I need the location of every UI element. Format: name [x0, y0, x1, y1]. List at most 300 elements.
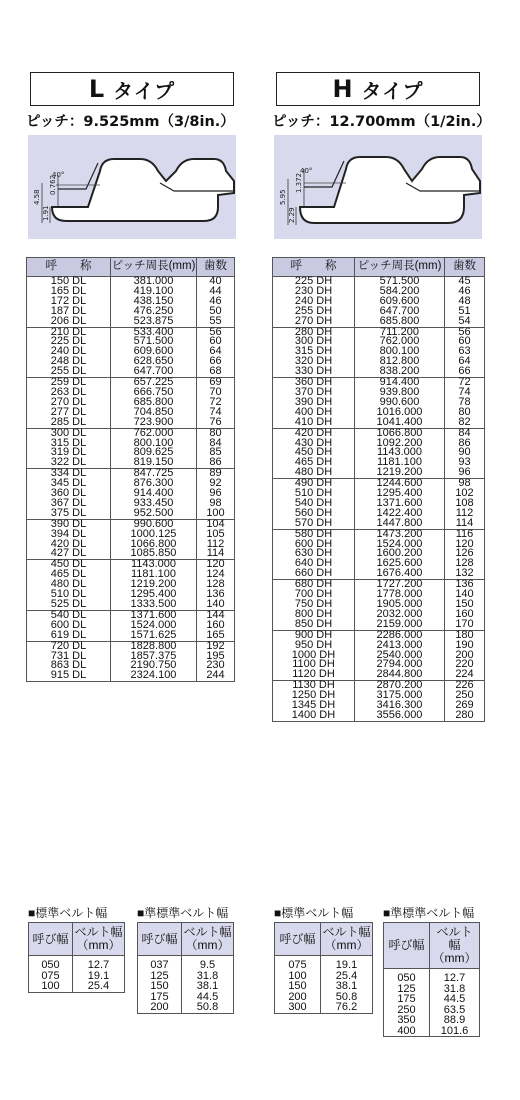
- belt-designation: 560 DH: [273, 509, 355, 519]
- pitch-length: 2032.000: [355, 610, 445, 620]
- teeth-count: 51: [445, 307, 485, 317]
- belt-designation: 1100 DH: [273, 660, 355, 670]
- teeth-count: 160: [445, 610, 485, 620]
- dim-thickness: 1.372: [295, 172, 303, 193]
- header-nominal-width: 呼び幅: [138, 923, 182, 956]
- pitch-length: 800.100: [355, 347, 445, 357]
- pitch-length: 609.600: [355, 297, 445, 307]
- l-type-pitch: ピッチ：9.525mm（3/8in.）: [26, 114, 235, 130]
- pitch-length: 1371.600: [111, 610, 197, 620]
- dim-tooth: 1.91: [42, 205, 50, 221]
- teeth-count: 66: [197, 357, 235, 367]
- belt-designation: 900 DH: [273, 630, 355, 640]
- table-row: [275, 981, 373, 992]
- belt-designation: 240 DL: [27, 347, 111, 357]
- belt-designation: 334 DL: [27, 469, 111, 479]
- pitch-length: 2540.000: [355, 651, 445, 661]
- teeth-count: 68: [197, 367, 235, 377]
- h-standard-width-title: ■標準ベルト幅: [274, 906, 354, 920]
- belt-designation: 863 DL: [27, 661, 111, 671]
- belt-designation: 206 DL: [27, 317, 111, 327]
- teeth-count: 74: [445, 388, 485, 398]
- belt-designation: 465 DL: [27, 570, 111, 580]
- belt-designation: 285 DL: [27, 418, 111, 428]
- belt-designation: 950 DH: [273, 641, 355, 651]
- belt-designation: 800 DH: [273, 610, 355, 620]
- pitch-length: 723.900: [111, 418, 197, 428]
- pitch-length: 711.200: [355, 327, 445, 337]
- teeth-count: 104: [197, 519, 235, 529]
- pitch-length: 381.000: [111, 277, 197, 287]
- teeth-count: 54: [445, 317, 485, 327]
- header-nominal-width: 呼び幅: [384, 923, 430, 969]
- belt-designation: 225 DH: [273, 277, 355, 287]
- pitch-length: 523.875: [111, 317, 197, 327]
- teeth-count: 200: [445, 651, 485, 661]
- teeth-count: 84: [445, 428, 485, 438]
- pitch-length: 800.100: [111, 439, 197, 449]
- teeth-count: 112: [197, 540, 235, 550]
- table-row: [384, 1015, 480, 1026]
- belt-designation: 427 DL: [27, 549, 111, 559]
- belt-designation: 660 DH: [273, 569, 355, 579]
- belt-designation: 480 DL: [27, 580, 111, 590]
- pitch-length: 939.800: [355, 388, 445, 398]
- pitch-length: 1000.125: [111, 530, 197, 540]
- belt-designation: 600 DH: [273, 540, 355, 550]
- table-row: [138, 1002, 234, 1013]
- belt-designation: 270 DL: [27, 398, 111, 408]
- belt-designation: 600 DL: [27, 621, 111, 631]
- table-row: [138, 956, 234, 971]
- nominal-width: 300: [275, 1002, 321, 1013]
- belt-designation: 330 DH: [273, 367, 355, 377]
- dim-total: 4.58: [33, 189, 41, 205]
- teeth-count: 93: [445, 458, 485, 468]
- pitch-length: 3175.000: [355, 691, 445, 701]
- pitch-length: 647.700: [111, 367, 197, 377]
- belt-designation: 225 DL: [27, 337, 111, 347]
- belt-designation: 1000 DH: [273, 651, 355, 661]
- header-belt-width: ベルト幅 （mm）: [430, 923, 480, 969]
- teeth-count: 55: [197, 317, 235, 327]
- belt-designation: 619 DL: [27, 631, 111, 641]
- belt-designation: 300 DL: [27, 428, 111, 438]
- pitch-length: 476.250: [111, 307, 197, 317]
- belt-designation: 263 DL: [27, 388, 111, 398]
- belt-designation: 420 DL: [27, 540, 111, 550]
- pitch-length: 1066.800: [111, 540, 197, 550]
- belt-designation: 630 DH: [273, 549, 355, 559]
- teeth-count: 224: [445, 670, 485, 680]
- teeth-count: 120: [197, 560, 235, 570]
- teeth-count: 144: [197, 610, 235, 620]
- teeth-count: 48: [445, 297, 485, 307]
- nominal-width: 175: [384, 994, 430, 1005]
- pitch-length: 2159.000: [355, 620, 445, 630]
- belt-designation: 850 DH: [273, 620, 355, 630]
- teeth-count: 90: [445, 448, 485, 458]
- belt-designation: 360 DL: [27, 489, 111, 499]
- nominal-width: 400: [384, 1026, 430, 1037]
- belt-designation: 510 DL: [27, 590, 111, 600]
- l-standard-width-title: ■標準ベルト幅: [28, 906, 108, 920]
- belt-designation: 580 DH: [273, 529, 355, 539]
- teeth-count: 76: [197, 418, 235, 428]
- belt-designation: 640 DH: [273, 559, 355, 569]
- pitch-length: 1219.200: [355, 468, 445, 478]
- teeth-count: 128: [445, 559, 485, 569]
- table-row: [384, 994, 480, 1005]
- belt-designation: 570 DH: [273, 519, 355, 529]
- pitch-length: 1085.850: [111, 549, 197, 559]
- teeth-count: 120: [445, 540, 485, 550]
- belt-designation: 300 DH: [273, 337, 355, 347]
- teeth-count: 72: [445, 378, 485, 388]
- belt-designation: 390 DL: [27, 519, 111, 529]
- belt-designation: 255 DH: [273, 307, 355, 317]
- teeth-count: 45: [445, 277, 485, 287]
- teeth-count: 40: [197, 277, 235, 287]
- belt-designation: 315 DL: [27, 439, 111, 449]
- belt-designation: 450 DH: [273, 448, 355, 458]
- teeth-count: 50: [197, 307, 235, 317]
- nominal-width: 150: [138, 981, 182, 992]
- pitch-length: 1143.000: [355, 448, 445, 458]
- teeth-count: 244: [197, 671, 235, 681]
- pitch-length: 1727.200: [355, 580, 445, 590]
- teeth-count: 56: [197, 327, 235, 337]
- pitch-length: 571.500: [111, 337, 197, 347]
- nominal-width: 200: [138, 1002, 182, 1013]
- belt-designation: 255 DL: [27, 367, 111, 377]
- belt-designation: 450 DL: [27, 560, 111, 570]
- l-type-title: [30, 72, 234, 106]
- h-belt-profile-diagram: [274, 135, 482, 239]
- belt-designation: 525 DL: [27, 600, 111, 610]
- teeth-count: 112: [445, 509, 485, 519]
- belt-designation: 480 DH: [273, 468, 355, 478]
- pitch-length: 762.000: [355, 337, 445, 347]
- belt-designation: 700 DH: [273, 590, 355, 600]
- belt-width: 12.7: [73, 956, 125, 971]
- belt-designation: 1250 DH: [273, 691, 355, 701]
- teeth-count: 230: [197, 661, 235, 671]
- nominal-width: 350: [384, 1015, 430, 1026]
- pitch-length: 1016.000: [355, 408, 445, 418]
- teeth-count: 226: [445, 681, 485, 691]
- belt-width: 38.1: [321, 981, 373, 992]
- teeth-count: 86: [445, 439, 485, 449]
- header-name: 呼 称: [273, 258, 355, 277]
- pitch-length: 1600.200: [355, 549, 445, 559]
- teeth-count: 64: [197, 347, 235, 357]
- pitch-length: 1571.625: [111, 631, 197, 641]
- belt-width: 25.4: [73, 981, 125, 992]
- pitch-length: 1524.000: [355, 540, 445, 550]
- belt-designation: 430 DH: [273, 439, 355, 449]
- l-semi-standard-width-table: [137, 922, 234, 1014]
- nominal-width: 100: [275, 971, 321, 982]
- l-standard-width-table: [28, 922, 125, 993]
- pitch-length: 666.750: [111, 388, 197, 398]
- pitch-length: 1625.600: [355, 559, 445, 569]
- h-standard-width-table: [274, 922, 373, 1014]
- teeth-count: 250: [445, 691, 485, 701]
- teeth-count: 128: [197, 580, 235, 590]
- table-row: [275, 956, 373, 971]
- belt-width: 19.1: [73, 971, 125, 982]
- pitch-length: 1181.100: [111, 570, 197, 580]
- belt-designation: 1130 DH: [273, 681, 355, 691]
- pitch-length: 647.700: [355, 307, 445, 317]
- pitch-length: 1244.600: [355, 479, 445, 489]
- pitch-length: 819.150: [111, 458, 197, 468]
- pitch-length: 419.100: [111, 287, 197, 297]
- belt-designation: 367 DL: [27, 499, 111, 509]
- pitch-length: 2844.800: [355, 670, 445, 680]
- teeth-count: 85: [197, 448, 235, 458]
- pitch-length: 2286.000: [355, 630, 445, 640]
- pitch-length: 1524.000: [111, 621, 197, 631]
- belt-designation: 1400 DH: [273, 711, 355, 721]
- belt-designation: 375 DL: [27, 509, 111, 519]
- pitch-length: 2794.000: [355, 660, 445, 670]
- teeth-count: 195: [197, 652, 235, 662]
- table-row: [273, 711, 485, 721]
- pitch-length: 812.800: [355, 357, 445, 367]
- teeth-count: 100: [197, 509, 235, 519]
- belt-designation: 510 DH: [273, 489, 355, 499]
- belt-designation: 410 DH: [273, 418, 355, 428]
- nominal-width: 125: [384, 984, 430, 995]
- belt-designation: 394 DL: [27, 530, 111, 540]
- teeth-count: 220: [445, 660, 485, 670]
- teeth-count: 84: [197, 439, 235, 449]
- belt-width: 31.8: [430, 984, 480, 995]
- pitch-length: 990.600: [355, 398, 445, 408]
- belt-designation: 150 DL: [27, 277, 111, 287]
- belt-width: 101.6: [430, 1026, 480, 1037]
- type-letter: H: [332, 75, 354, 103]
- type-letter: L: [88, 75, 106, 103]
- belt-designation: 540 DH: [273, 499, 355, 509]
- pitch-length: 1828.800: [111, 641, 197, 651]
- teeth-count: 170: [445, 620, 485, 630]
- table-row: [27, 671, 235, 681]
- teeth-count: 60: [197, 337, 235, 347]
- pitch-length: 1181.100: [355, 458, 445, 468]
- teeth-count: 92: [197, 479, 235, 489]
- table-row: [384, 1026, 480, 1037]
- teeth-count: 60: [445, 337, 485, 347]
- pitch-length: 838.200: [355, 367, 445, 377]
- teeth-count: 86: [197, 458, 235, 468]
- teeth-count: 78: [445, 398, 485, 408]
- pitch-length: 1333.500: [111, 600, 197, 610]
- header-teeth: 歯数: [197, 258, 235, 277]
- type-suffix: タイプ: [361, 78, 424, 103]
- belt-width: 44.5: [430, 994, 480, 1005]
- nominal-width: 037: [138, 956, 182, 971]
- l-belt-profile-diagram: [28, 135, 236, 239]
- belt-designation: 248 DL: [27, 357, 111, 367]
- teeth-count: 126: [445, 549, 485, 559]
- belt-designation: 322 DL: [27, 458, 111, 468]
- teeth-count: 74: [197, 408, 235, 418]
- teeth-count: 56: [445, 327, 485, 337]
- table-row: [275, 1002, 373, 1013]
- belt-designation: 750 DH: [273, 600, 355, 610]
- belt-width: 88.9: [430, 1015, 480, 1026]
- teeth-count: 96: [197, 489, 235, 499]
- belt-width: 25.4: [321, 971, 373, 982]
- belt-profile-drawing: [274, 135, 482, 239]
- teeth-count: 46: [197, 297, 235, 307]
- h-semi-standard-width-title: ■準標準ベルト幅: [383, 906, 475, 920]
- nominal-width: 250: [384, 1005, 430, 1016]
- pitch-length: 1219.200: [111, 580, 197, 590]
- teeth-count: 63: [445, 347, 485, 357]
- belt-designation: 390 DH: [273, 398, 355, 408]
- nominal-width: 050: [384, 969, 430, 984]
- belt-designation: 240 DH: [273, 297, 355, 307]
- pitch-length: 876.300: [111, 479, 197, 489]
- belt-designation: 165 DL: [27, 287, 111, 297]
- teeth-count: 140: [197, 600, 235, 610]
- pitch-length: 762.000: [111, 428, 197, 438]
- pitch-length: 438.150: [111, 297, 197, 307]
- nominal-width: 075: [29, 971, 73, 982]
- dim-angle: 40°: [52, 171, 65, 179]
- belt-width: 31.8: [182, 971, 234, 982]
- belt-profile-drawing: [28, 135, 236, 239]
- pitch-length: 809.625: [111, 448, 197, 458]
- table-row: [29, 981, 125, 992]
- header-nominal-width: 呼び幅: [29, 923, 73, 956]
- teeth-count: 66: [445, 367, 485, 377]
- belt-designation: 1120 DH: [273, 670, 355, 680]
- belt-designation: 370 DH: [273, 388, 355, 398]
- pitch-length: 914.400: [111, 489, 197, 499]
- belt-designation: 187 DL: [27, 307, 111, 317]
- dim-angle: 40°: [300, 167, 313, 175]
- table-row: [138, 981, 234, 992]
- nominal-width: 200: [275, 992, 321, 1003]
- table-row: [384, 969, 480, 984]
- teeth-count: 44: [197, 287, 235, 297]
- pitch-length: 952.500: [111, 509, 197, 519]
- pitch-length: 1473.200: [355, 529, 445, 539]
- belt-width: 38.1: [182, 981, 234, 992]
- pitch-length: 1447.800: [355, 519, 445, 529]
- dim-total: 5.95: [279, 189, 287, 205]
- teeth-count: 160: [197, 621, 235, 631]
- teeth-count: 46: [445, 287, 485, 297]
- pitch-length: 685.800: [355, 317, 445, 327]
- table-row: [29, 956, 125, 971]
- teeth-count: 269: [445, 701, 485, 711]
- type-suffix: タイプ: [113, 78, 176, 103]
- pitch-length: 914.400: [355, 378, 445, 388]
- pitch-length: 2870.200: [355, 681, 445, 691]
- belt-designation: 465 DH: [273, 458, 355, 468]
- teeth-count: 280: [445, 711, 485, 721]
- teeth-count: 165: [197, 631, 235, 641]
- nominal-width: 100: [29, 981, 73, 992]
- teeth-count: 80: [197, 428, 235, 438]
- pitch-length: 1422.400: [355, 509, 445, 519]
- header-belt-width: ベルト幅 （mm）: [182, 923, 234, 956]
- header-pitch-length: ピッチ周長(mm): [355, 258, 445, 277]
- belt-designation: 680 DH: [273, 580, 355, 590]
- teeth-count: 64: [445, 357, 485, 367]
- pitch-length: 847.725: [111, 469, 197, 479]
- h-type-length-table: [272, 257, 485, 722]
- belt-designation: 315 DH: [273, 347, 355, 357]
- pitch-length: 628.650: [111, 357, 197, 367]
- belt-width: 44.5: [182, 992, 234, 1003]
- teeth-count: 96: [445, 468, 485, 478]
- belt-designation: 320 DH: [273, 357, 355, 367]
- belt-designation: 172 DL: [27, 297, 111, 307]
- belt-designation: 540 DL: [27, 610, 111, 620]
- belt-designation: 915 DL: [27, 671, 111, 681]
- pitch-length: 1295.400: [355, 489, 445, 499]
- pitch-length: 584.200: [355, 287, 445, 297]
- belt-designation: 210 DL: [27, 327, 111, 337]
- pitch-length: 704.850: [111, 408, 197, 418]
- pitch-length: 1371.600: [355, 499, 445, 509]
- belt-designation: 420 DH: [273, 428, 355, 438]
- dim-tooth: 2.29: [288, 207, 296, 223]
- teeth-count: 80: [445, 408, 485, 418]
- header-nominal-width: 呼び幅: [275, 923, 321, 956]
- pitch-length: 657.225: [111, 378, 197, 388]
- belt-designation: 230 DH: [273, 287, 355, 297]
- pitch-length: 1905.000: [355, 600, 445, 610]
- teeth-count: 124: [197, 570, 235, 580]
- pitch-length: 2190.750: [111, 661, 197, 671]
- header-pitch-length: ピッチ周長(mm): [111, 258, 197, 277]
- teeth-count: 116: [445, 529, 485, 539]
- teeth-count: 150: [445, 600, 485, 610]
- belt-designation: 490 DH: [273, 479, 355, 489]
- belt-designation: 319 DL: [27, 448, 111, 458]
- belt-width: 76.2: [321, 1002, 373, 1013]
- teeth-count: 136: [445, 580, 485, 590]
- belt-designation: 731 DL: [27, 652, 111, 662]
- teeth-count: 136: [197, 590, 235, 600]
- teeth-count: 70: [197, 388, 235, 398]
- teeth-count: 192: [197, 641, 235, 651]
- nominal-width: 175: [138, 992, 182, 1003]
- teeth-count: 180: [445, 630, 485, 640]
- pitch-length: 990.600: [111, 519, 197, 529]
- pitch-length: 3556.000: [355, 711, 445, 721]
- pitch-length: 1778.000: [355, 590, 445, 600]
- pitch-length: 685.800: [111, 398, 197, 408]
- pitch-length: 571.500: [355, 277, 445, 287]
- belt-width: 12.7: [430, 969, 480, 984]
- teeth-count: 69: [197, 378, 235, 388]
- nominal-width: 075: [275, 956, 321, 971]
- teeth-count: 140: [445, 590, 485, 600]
- pitch-length: 1092.200: [355, 439, 445, 449]
- belt-designation: 280 DH: [273, 327, 355, 337]
- h-type-pitch: ピッチ：12.700mm（1/2in.）: [272, 114, 491, 130]
- teeth-count: 114: [197, 549, 235, 559]
